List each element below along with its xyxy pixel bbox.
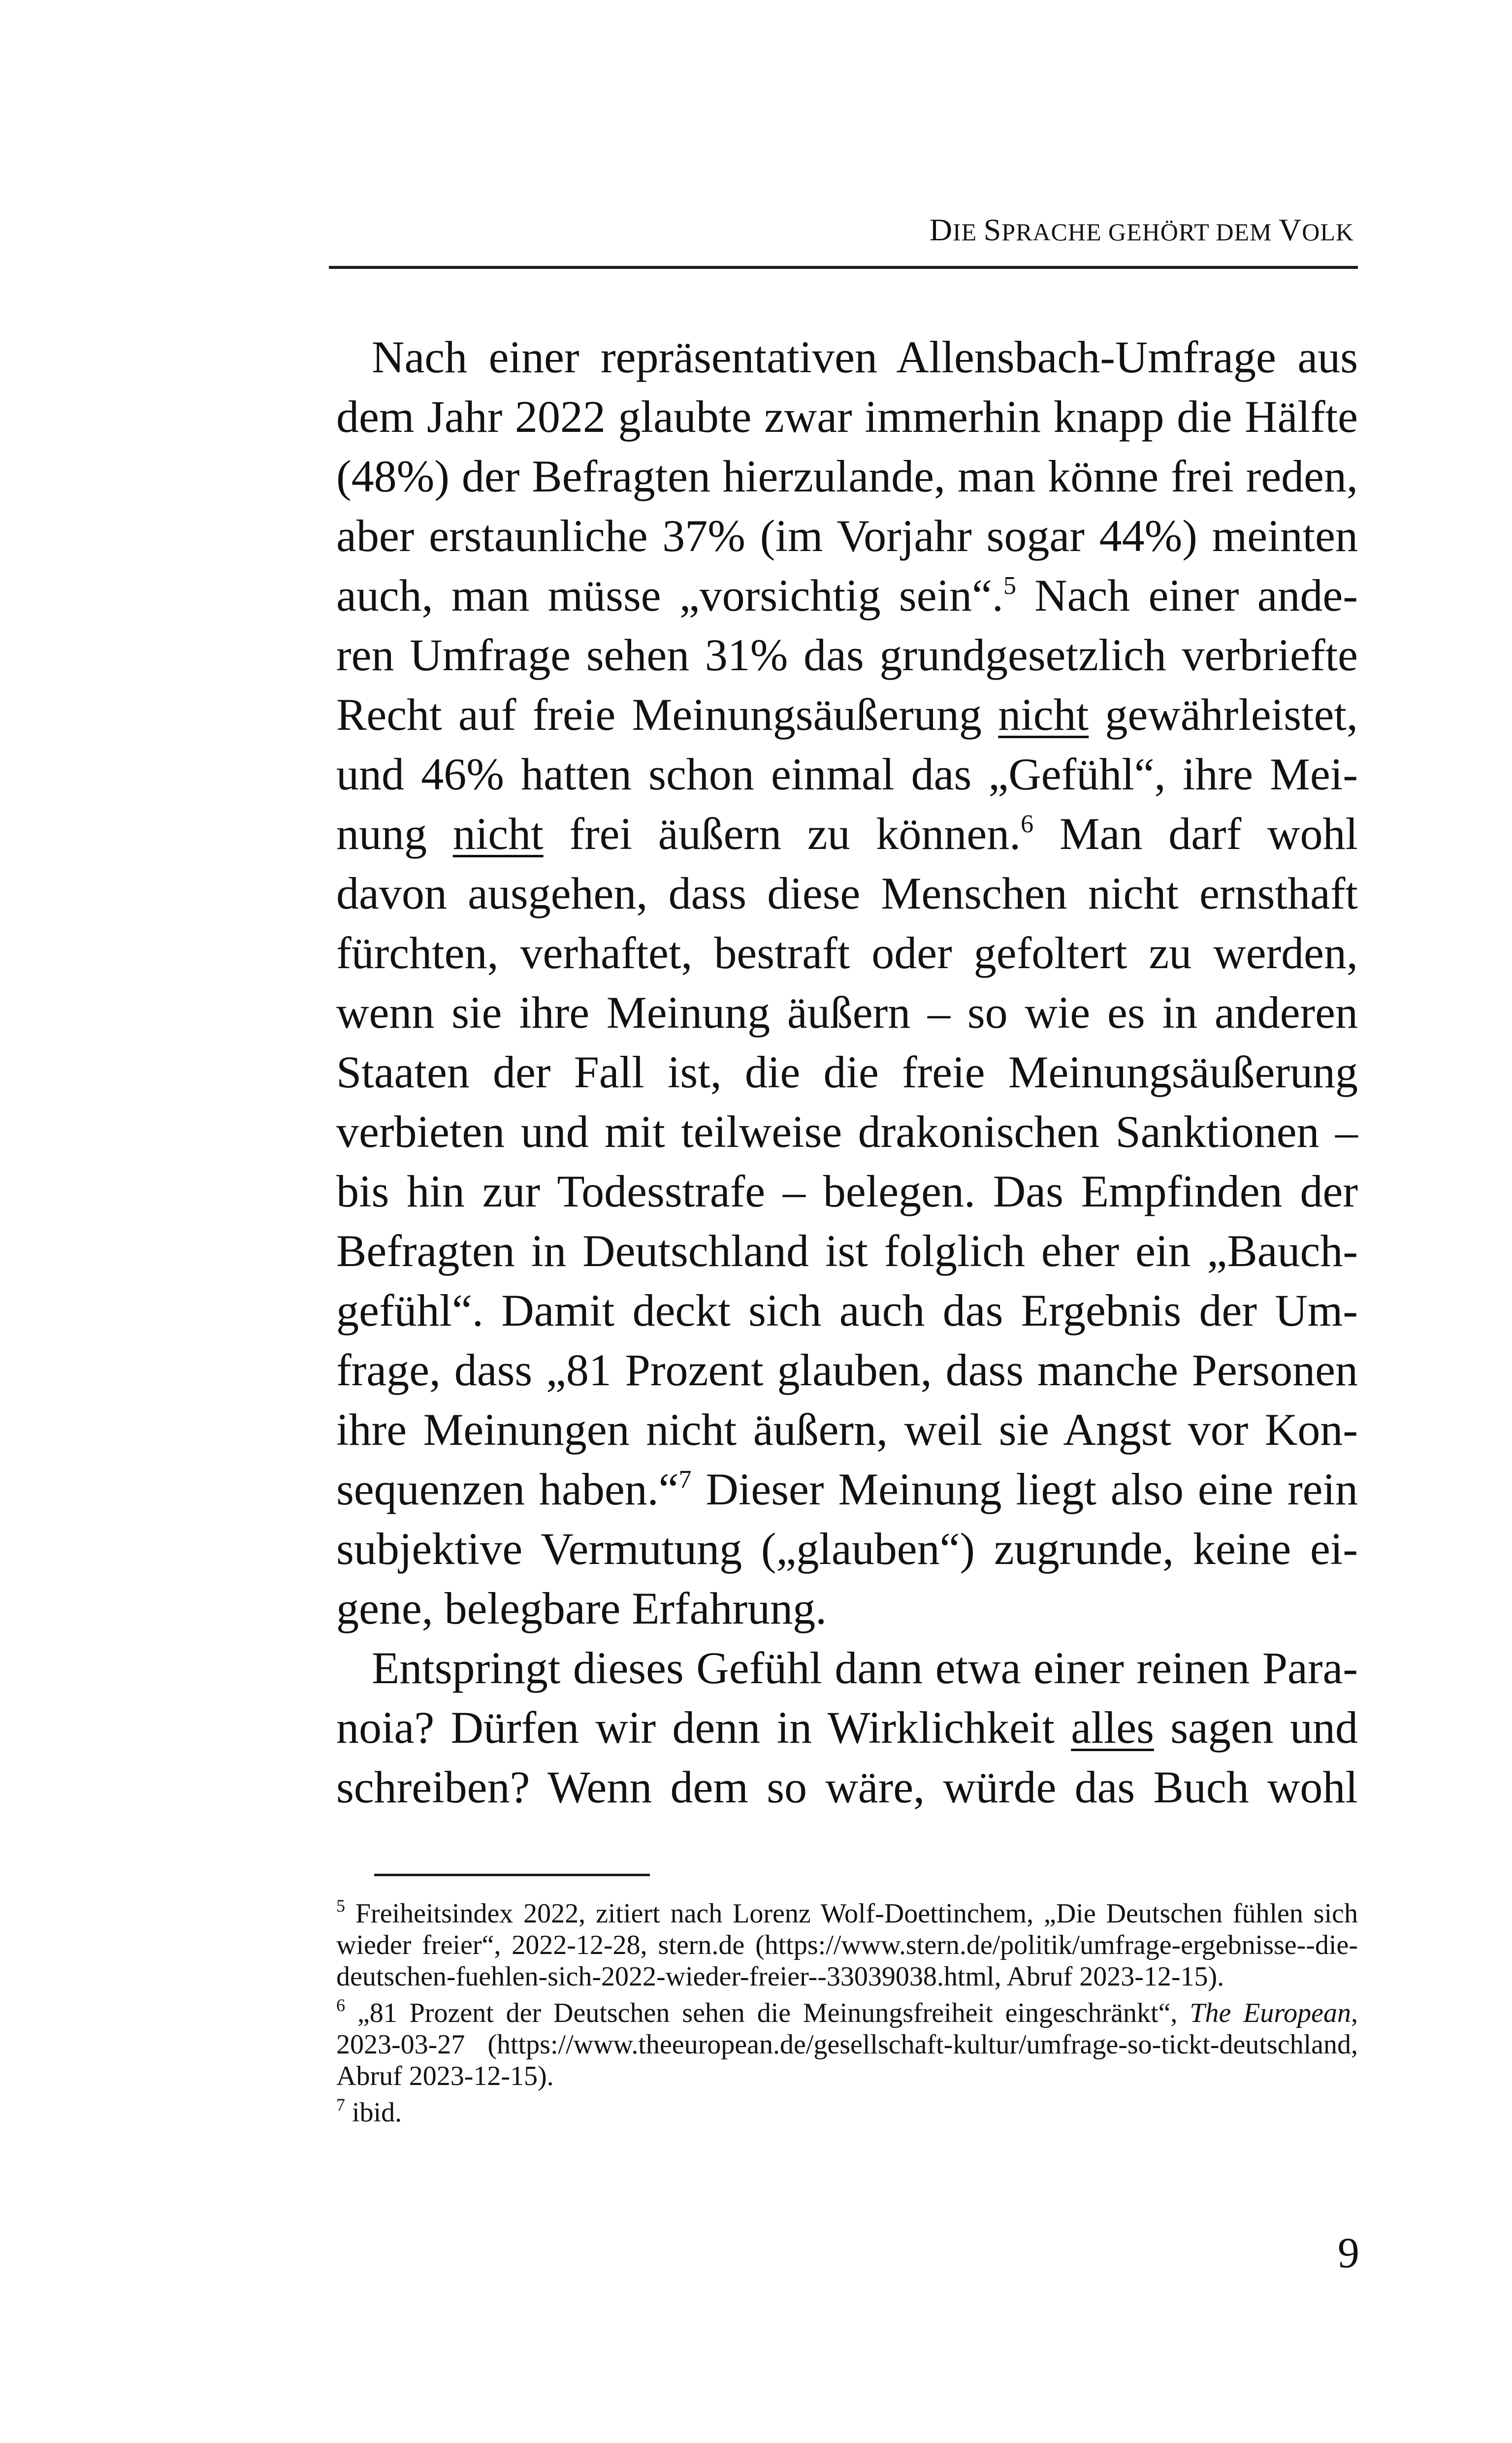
- text-line: nung nicht frei äußern zu können.$^6$ Man darf wohl: [336, 809, 1358, 859]
- text-line: verbieten und mit teilweise drakonischen Sanktionen –: [336, 1107, 1358, 1157]
- footnote-ref-5: 5: [1003, 572, 1016, 600]
- footnotes: [336, 1898, 1358, 2128]
- footnote-7: $^7$ ibid.: [336, 2095, 402, 2128]
- text-line: Befragten in Deutschland ist folglich eher ein „Bauch-: [336, 1226, 1358, 1276]
- text-line: frage, dass „81 Prozent glauben, dass manche Personen: [336, 1345, 1358, 1395]
- text-line: aber erstaunliche 37% (im Vorjahr sogar 44%) meinten: [336, 511, 1358, 561]
- text-line: gene, belegbare Erfahrung.: [336, 1583, 827, 1633]
- text-line: (48%) der Befragten hierzulande, man könne frei reden,: [336, 451, 1358, 501]
- text-line: schreiben? Wenn dem so wäre, würde das Buch wohl: [336, 1762, 1358, 1812]
- footnote-5: $^5$ Freiheitsindex 2022, zitiert nach Lorenz Wolf-Doettinchem, „Die Deutschen fühlen sich: [336, 1896, 1358, 1929]
- text-line: wenn sie ihre Meinung äußern – so wie es in anderen: [336, 987, 1358, 1038]
- text-line: noia? Dürfen wir denn in Wirklichkeit alles sagen und: [336, 1702, 1358, 1753]
- running-header: [329, 211, 1358, 269]
- text-line: Entspringt dieses Gefühl dann etwa einer reinen Para-: [372, 1643, 1358, 1693]
- footnote-line: wieder freier“, 2022-12-28, stern.de (https://www.stern.de/politik/umfrage-ergebnisse--die-: [336, 1930, 1358, 1960]
- text-line: Staaten der Fall ist, die die freie Meinungsäußerung: [336, 1047, 1358, 1097]
- text-line: gefühl“. Damit deckt sich auch das Ergebnis der Um-: [336, 1285, 1358, 1336]
- text-line: auch, man müsse „vorsichtig sein“.$^5$ Nach einer ande-: [336, 570, 1358, 620]
- text-line: bis hin zur Todesstrafe – belegen. Das Empfinden der: [336, 1166, 1358, 1216]
- footnote-line: deutschen-fuehlen-sich-2022-wieder-freier--33039038.html, Abruf 2023-12-15).: [336, 1961, 1224, 1992]
- text-line: davon ausgehen, dass diese Menschen nicht ernsthaft: [336, 868, 1358, 918]
- body-text: [336, 327, 1358, 1817]
- text-line: fürchten, verhaftet, bestraft oder gefoltert zu werden,: [336, 928, 1358, 978]
- underlined-word: nicht: [452, 809, 544, 859]
- text-line: und 46% hatten schon einmal das „Gefühl“, ihre Mei-: [336, 749, 1358, 799]
- text-line: Nach einer repräsentativen Allensbach-Umfrage aus: [372, 332, 1358, 382]
- footnote-line: 2023-03-27 (https://www.theeuropean.de/gesellschaft-kultur/umfrage-so-tickt-deutschland,: [336, 2029, 1358, 2060]
- publication-title: The European: [1190, 1998, 1351, 2028]
- underlined-word: alles: [1071, 1702, 1154, 1753]
- text-line: ihre Meinungen nicht äußern, weil sie Angst vor Kon-: [336, 1404, 1358, 1455]
- text-line: sequenzen haben.“$^7$ Dieser Meinung liegt also eine rein: [336, 1464, 1358, 1514]
- footnote-ref-6: 6: [1021, 810, 1034, 838]
- text-line: subjektive Vermutung („glauben“) zugrunde, keine ei-: [336, 1524, 1358, 1574]
- page-number: 9: [1338, 2229, 1359, 2277]
- footnote-6: $^6$ „81 Prozent der Deutschen sehen die Meinungsfreiheit eingeschränkt“, The European,: [336, 1995, 1358, 2028]
- running-title: DIE SPRACHE GEHÖRT DEM VOLK: [929, 212, 1354, 247]
- underlined-word: nicht: [998, 689, 1089, 740]
- footnote-line: Abruf 2023-12-15).: [336, 2061, 554, 2091]
- text-line: Recht auf freie Meinungsäußerung nicht gewährleistet,: [336, 689, 1358, 740]
- footnote-ref-7: 7: [678, 1466, 692, 1494]
- text-line: dem Jahr 2022 glaubte zwar immerhin knapp die Hälfte: [336, 391, 1358, 442]
- footnote-separator: [374, 1874, 650, 1876]
- text-line: ren Umfrage sehen 31% das grundgesetzlich verbriefte: [336, 630, 1358, 680]
